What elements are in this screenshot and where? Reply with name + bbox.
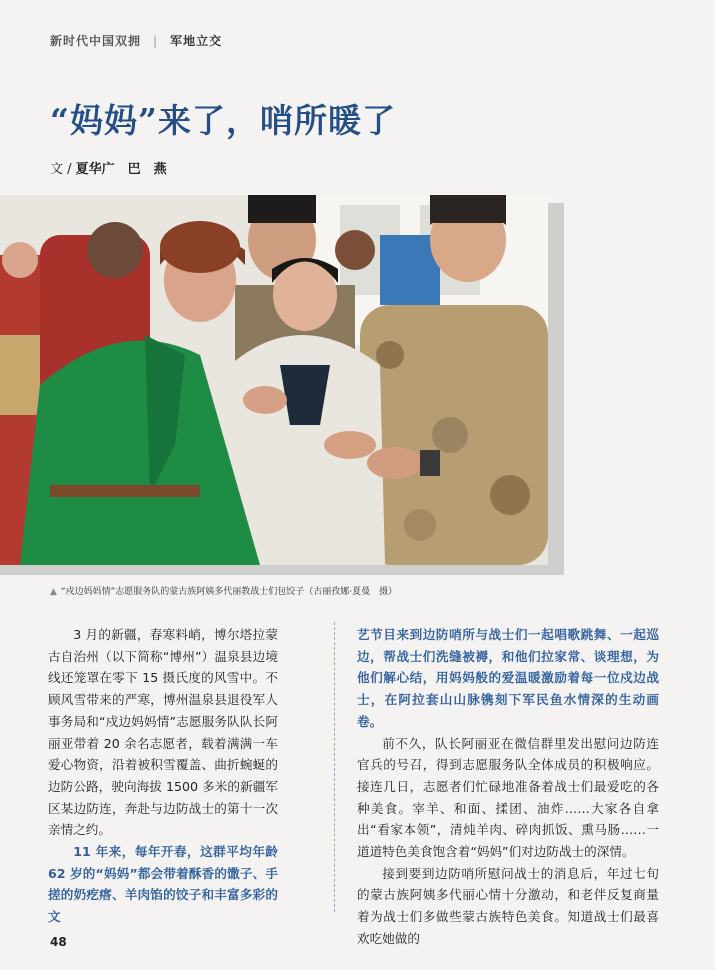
photo-caption: [50, 584, 397, 597]
photo-shadow: [548, 203, 564, 575]
caption-triangle-icon: ▲: [50, 587, 57, 597]
photo-shadow-bottom: [0, 565, 564, 575]
page-number: 48: [50, 935, 67, 949]
right-column: [357, 624, 659, 950]
column-name: 新时代中国双拥: [50, 34, 142, 48]
highlight-paragraph: 11 年来，每年开春，这群平均年龄 62 岁的“妈妈”都会带着酥香的馓子、手搓的奶疙瘩、羊肉馅的饺子和丰富多彩的文: [48, 844, 278, 925]
paragraph: 前不久，队长阿丽亚在微信群里发出慰问边防连官兵的号召，得到志愿服务队全体成员的积极响应。接连几日，志愿者们忙碌地准备着战士们最爱吃的各种美食。宰羊、和面、揉团、油炸……大家各自拿出“看家本领”，清炖羊肉、碎肉抓饭、熏马肠……一道道特色美食饱含着“妈妈”们对边防战士的深情。: [357, 735, 659, 860]
header-separator: |: [153, 34, 159, 48]
caption-text: “戍边妈妈情”志愿服务队的蒙古族阿姨多代丽教战士们包饺子（古丽孜娜·夏曼 摄）: [60, 587, 398, 597]
section-name: 军地立交: [170, 34, 223, 48]
paragraph: 接到要到边防哨所慰问战士的消息后，年过七旬的蒙古族阿姨多代丽心情十分激动，和老伴反复商量着为战士们多做些蒙古族特色美食。知道战士们最喜欢吃她做的: [357, 865, 659, 946]
byline-authors: 夏华广 巴 燕: [75, 162, 167, 177]
left-column: [48, 624, 278, 928]
column-divider: [334, 622, 335, 912]
highlight-paragraph: 艺节目来到边防哨所与战士们一起唱歌跳舞、一起巡边，帮战士们洗缝被褥，和他们拉家常、谈理想，为他们解心结，用妈妈般的爱温暖激励着每一位戍边战士，在阿拉套山山脉镌刻下军民鱼水情深的生动画卷。: [357, 627, 659, 729]
byline-prefix: 文 /: [50, 162, 76, 177]
byline: [50, 158, 167, 177]
article-title: “妈妈”来了，哨所暖了: [50, 101, 396, 140]
page-header: [50, 32, 222, 49]
article-photo: [0, 195, 548, 565]
paragraph: 3 月的新疆，春寒料峭，博尔塔拉蒙古自治州（以下简称“博州”）温泉县边境线还笼罩在零下 15 摄氏度的风雪中。不顾风雪带来的严寒，博州温泉县退役军人事务局和“戍边妈妈情”志愿服务队队长阿丽亚带着 20 余名志愿者，载着满满一车爱心物资，沿着被积雪覆盖、曲折蜿蜒的边防公路，驶向海拔 1500 多米的新疆军区某边防连，奔赴与边防战士的第十一次亲情之约。: [48, 627, 278, 838]
photo-icon: [0, 195, 548, 565]
